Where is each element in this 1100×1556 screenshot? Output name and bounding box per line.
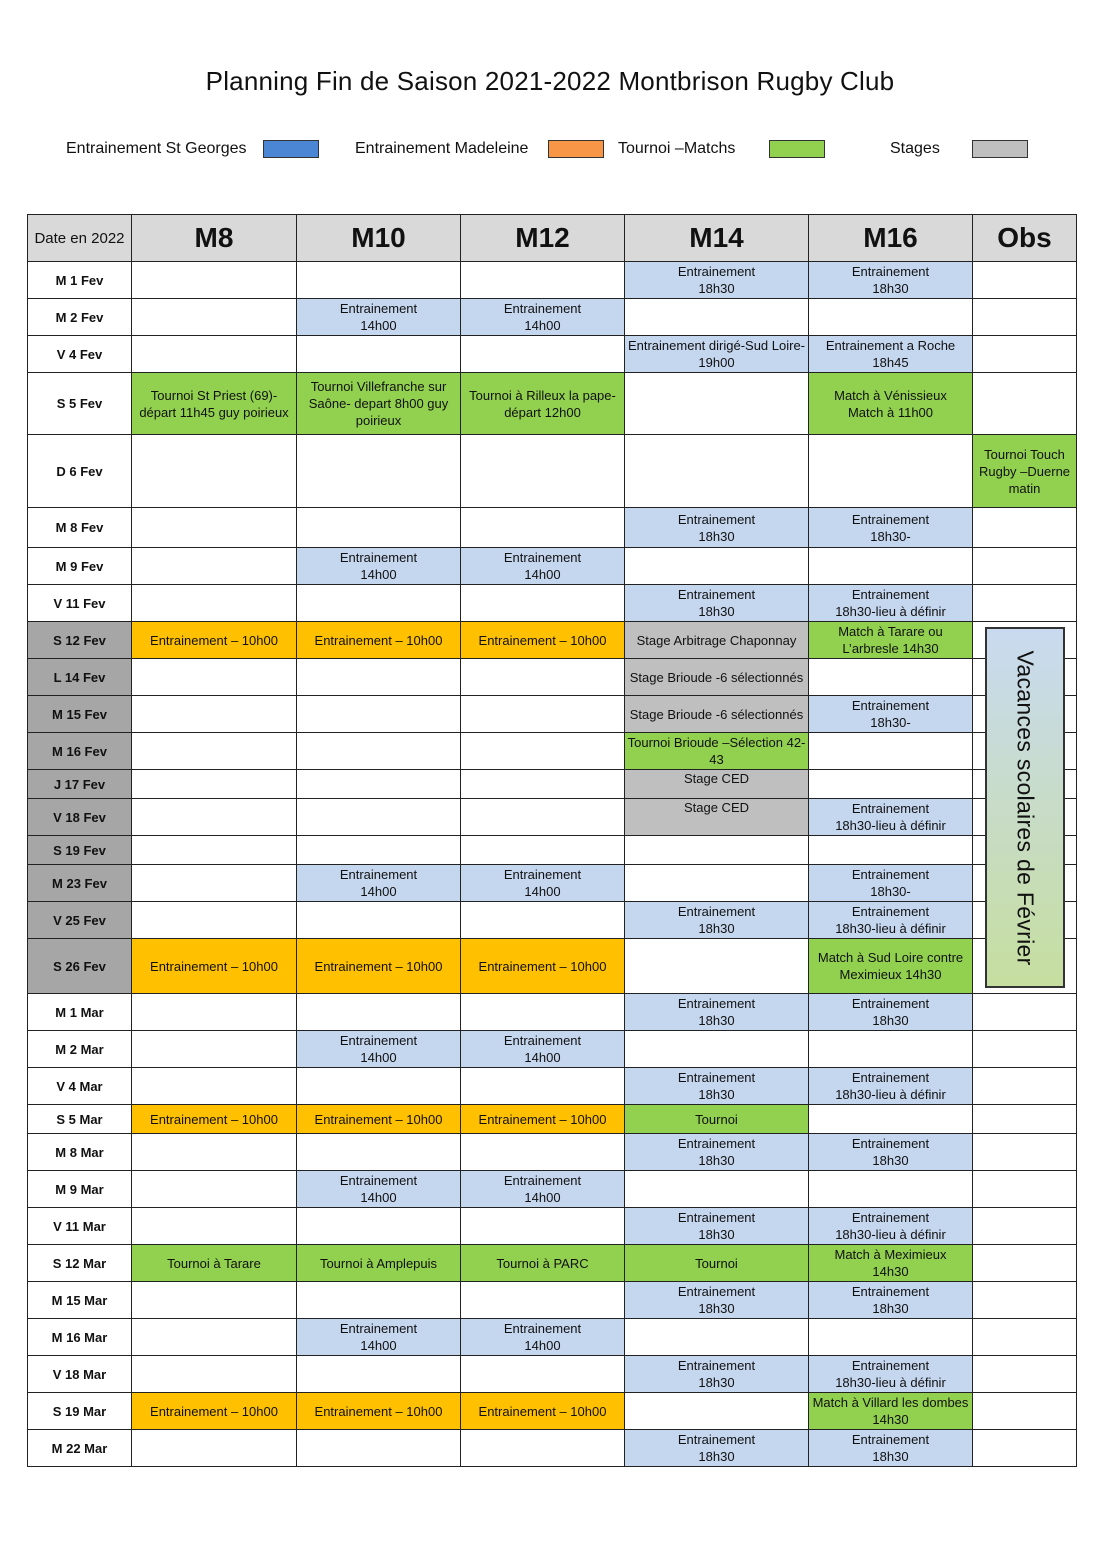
table-row (28, 1031, 1077, 1068)
schedule-cell-m8 (132, 1208, 297, 1245)
schedule-cell-m16: Entrainement 18h30- (809, 508, 973, 548)
schedule-cell-m16: Entrainement 18h30-lieu à définir (809, 1208, 973, 1245)
schedule-cell-m12: Entrainement 14h00 (461, 299, 625, 336)
legend-swatch (972, 140, 1028, 158)
table-row (28, 733, 1077, 770)
schedule-cell-m16: Entrainement 18h30 (809, 994, 973, 1031)
schedule-cell-obs (973, 1105, 1077, 1134)
schedule-cell-m14: Entrainement 18h30 (625, 508, 809, 548)
schedule-cell-m8 (132, 733, 297, 770)
schedule-cell-obs (973, 1245, 1077, 1282)
table-row (28, 1134, 1077, 1171)
schedule-cell-m16: Entrainement 18h30 (809, 1282, 973, 1319)
page-title: Planning Fin de Saison 2021-2022 Montbrison Rugby Club (205, 66, 895, 96)
schedule-cell-m8 (132, 508, 297, 548)
schedule-cell-m14: Stage Arbitrage Chaponnay (625, 622, 809, 659)
date-cell: M 2 Fev (28, 299, 132, 336)
schedule-cell-m8 (132, 1031, 297, 1068)
schedule-cell-m14 (625, 1319, 809, 1356)
column-header-m14: M14 (625, 215, 809, 262)
schedule-cell-m14: Entrainement 18h30 (625, 902, 809, 939)
column-header-date: Date en 2022 (28, 215, 132, 262)
schedule-cell-obs (973, 508, 1077, 548)
schedule-cell-m8: Entrainement – 10h00 (132, 939, 297, 994)
schedule-cell-m8 (132, 299, 297, 336)
schedule-cell-m8 (132, 1068, 297, 1105)
table-row (28, 262, 1077, 299)
schedule-cell-m12 (461, 1068, 625, 1105)
schedule-cell-m16: Entrainement 18h30-lieu à définir (809, 1068, 973, 1105)
schedule-cell-m14: Stage CED (625, 799, 809, 836)
schedule-table (27, 214, 1077, 1467)
table-row (28, 435, 1077, 508)
schedule-cell-m10 (297, 1134, 461, 1171)
schedule-cell-m16 (809, 1171, 973, 1208)
schedule-cell-m8 (132, 1319, 297, 1356)
schedule-cell-m10 (297, 435, 461, 508)
table-row (28, 939, 1077, 994)
schedule-cell-obs (973, 994, 1077, 1031)
schedule-cell-m14: Entrainement dirigé-Sud Loire-19h00 (625, 336, 809, 373)
schedule-cell-m10: Tournoi à Amplepuis (297, 1245, 461, 1282)
schedule-cell-m12: Tournoi à Rilleux la pape- départ 12h00 (461, 373, 625, 435)
schedule-cell-m12 (461, 262, 625, 299)
schedule-cell-m10 (297, 1282, 461, 1319)
date-cell: M 8 Mar (28, 1134, 132, 1171)
schedule-cell-m14: Entrainement 18h30 (625, 1430, 809, 1467)
schedule-cell-m10 (297, 836, 461, 865)
table-row (28, 622, 1077, 659)
schedule-cell-m12 (461, 696, 625, 733)
schedule-cell-m16 (809, 1105, 973, 1134)
schedule-cell-m10 (297, 1430, 461, 1467)
schedule-cell-m10 (297, 733, 461, 770)
column-header-m16: M16 (809, 215, 973, 262)
schedule-cell-obs (973, 1319, 1077, 1356)
schedule-cell-m16: Entrainement 18h30-lieu à définir (809, 902, 973, 939)
table-row (28, 770, 1077, 799)
schedule-cell-m12: Entrainement 14h00 (461, 548, 625, 585)
schedule-cell-m14 (625, 1393, 809, 1430)
schedule-cell-m8 (132, 1356, 297, 1393)
schedule-cell-m12: Entrainement – 10h00 (461, 622, 625, 659)
column-header-obs: Obs (973, 215, 1077, 262)
schedule-cell-m16: Entrainement 18h30- (809, 696, 973, 733)
schedule-cell-m10: Tournoi Villefranche sur Saône- depart 8h00 guy poirieux (297, 373, 461, 435)
schedule-cell-m16 (809, 435, 973, 508)
schedule-cell-obs (973, 1356, 1077, 1393)
schedule-cell-m16 (809, 659, 973, 696)
schedule-cell-m12: Tournoi à PARC (461, 1245, 625, 1282)
schedule-cell-m16 (809, 1031, 973, 1068)
schedule-cell-m16: Match à Villard les dombes 14h30 (809, 1393, 973, 1430)
schedule-cell-m8 (132, 659, 297, 696)
schedule-cell-m10 (297, 902, 461, 939)
date-cell: M 9 Fev (28, 548, 132, 585)
schedule-cell-m12: Entrainement – 10h00 (461, 939, 625, 994)
schedule-cell-m12 (461, 1356, 625, 1393)
schedule-cell-m14: Tournoi (625, 1105, 809, 1134)
schedule-cell-m14 (625, 836, 809, 865)
schedule-cell-m14: Stage CED (625, 770, 809, 799)
date-cell: L 14 Fev (28, 659, 132, 696)
schedule-cell-m10: Entrainement 14h00 (297, 548, 461, 585)
date-cell: V 25 Fev (28, 902, 132, 939)
table-row (28, 799, 1077, 836)
table-body (28, 262, 1077, 1467)
schedule-cell-m16: Entrainement 18h30 (809, 262, 973, 299)
schedule-cell-obs (973, 1282, 1077, 1319)
schedule-cell-m12 (461, 585, 625, 622)
date-cell: V 4 Mar (28, 1068, 132, 1105)
schedule-cell-m16: Entrainement 18h30-lieu à définir (809, 1356, 973, 1393)
schedule-cell-m12 (461, 1134, 625, 1171)
schedule-cell-m8 (132, 1134, 297, 1171)
schedule-cell-m10: Entrainement – 10h00 (297, 1393, 461, 1430)
schedule-cell-m12 (461, 659, 625, 696)
table-row (28, 994, 1077, 1031)
date-cell: J 17 Fev (28, 770, 132, 799)
date-cell: D 6 Fev (28, 435, 132, 508)
schedule-cell-m16: Entrainement 18h30-lieu à définir (809, 799, 973, 836)
schedule-cell-m14 (625, 1031, 809, 1068)
table-row (28, 696, 1077, 733)
schedule-cell-m12 (461, 836, 625, 865)
schedule-cell-m12 (461, 435, 625, 508)
schedule-cell-obs (973, 262, 1077, 299)
schedule-cell-m10: Entrainement – 10h00 (297, 939, 461, 994)
schedule-cell-m12 (461, 770, 625, 799)
schedule-cell-obs (973, 1393, 1077, 1430)
schedule-cell-m10: Entrainement 14h00 (297, 1031, 461, 1068)
date-cell: V 18 Fev (28, 799, 132, 836)
table-row (28, 836, 1077, 865)
schedule-cell-m10 (297, 1208, 461, 1245)
schedule-cell-m8 (132, 585, 297, 622)
schedule-cell-m10 (297, 1068, 461, 1105)
date-cell: M 2 Mar (28, 1031, 132, 1068)
schedule-cell-m14: Stage Brioude -6 sélectionnés (625, 659, 809, 696)
legend-label: Entrainement Madeleine (355, 140, 529, 157)
schedule-cell-m16: Entrainement 18h30 (809, 1430, 973, 1467)
schedule-cell-m14 (625, 435, 809, 508)
vacation-banner (985, 627, 1065, 988)
table-row (28, 1068, 1077, 1105)
schedule-cell-m14 (625, 373, 809, 435)
schedule-cell-m10: Entrainement 14h00 (297, 1171, 461, 1208)
date-cell: V 11 Mar (28, 1208, 132, 1245)
date-cell: V 4 Fev (28, 336, 132, 373)
table-row (28, 1208, 1077, 1245)
schedule-cell-obs (973, 1208, 1077, 1245)
schedule-cell-m10 (297, 659, 461, 696)
schedule-cell-m14: Entrainement 18h30 (625, 994, 809, 1031)
date-cell: V 18 Mar (28, 1356, 132, 1393)
schedule-cell-obs (973, 299, 1077, 336)
date-cell: V 11 Fev (28, 585, 132, 622)
legend-label: Tournoi –Matchs (618, 140, 736, 157)
schedule-cell-m10: Entrainement – 10h00 (297, 622, 461, 659)
table-row (28, 1430, 1077, 1467)
schedule-cell-m8 (132, 1171, 297, 1208)
schedule-cell-m16: Match à Tarare ou L’arbresle 14h30 (809, 622, 973, 659)
schedule-cell-m10 (297, 799, 461, 836)
schedule-cell-m12: Entrainement 14h00 (461, 1171, 625, 1208)
schedule-cell-obs (973, 585, 1077, 622)
schedule-cell-m16 (809, 770, 973, 799)
schedule-cell-m12: Entrainement 14h00 (461, 1031, 625, 1068)
table-row (28, 585, 1077, 622)
schedule-cell-m8 (132, 696, 297, 733)
schedule-cell-m10 (297, 585, 461, 622)
schedule-cell-m12 (461, 1430, 625, 1467)
schedule-cell-m8: Entrainement – 10h00 (132, 1393, 297, 1430)
schedule-cell-obs (973, 1068, 1077, 1105)
date-cell: M 15 Mar (28, 1282, 132, 1319)
schedule-cell-m14: Tournoi (625, 1245, 809, 1282)
legend-label: Stages (890, 140, 940, 157)
legend-swatch (263, 140, 319, 158)
date-cell: S 5 Mar (28, 1105, 132, 1134)
column-header-m8: M8 (132, 215, 297, 262)
schedule-cell-m8 (132, 902, 297, 939)
schedule-cell-m8 (132, 770, 297, 799)
schedule-cell-m10 (297, 770, 461, 799)
schedule-cell-m16: Match à Vénissieux Match à 11h00 (809, 373, 973, 435)
schedule-cell-obs (973, 1430, 1077, 1467)
schedule-cell-m16: Entrainement 18h30 (809, 1134, 973, 1171)
schedule-cell-m12 (461, 1282, 625, 1319)
schedule-cell-m10: Entrainement 14h00 (297, 865, 461, 902)
schedule-cell-m16 (809, 1319, 973, 1356)
schedule-cell-m14: Entrainement 18h30 (625, 1282, 809, 1319)
schedule-cell-m8: Entrainement – 10h00 (132, 1105, 297, 1134)
schedule-cell-m8 (132, 1282, 297, 1319)
table-row (28, 1245, 1077, 1282)
schedule-cell-m14 (625, 865, 809, 902)
schedule-cell-m12: Entrainement 14h00 (461, 865, 625, 902)
schedule-cell-m16 (809, 733, 973, 770)
date-cell: M 23 Fev (28, 865, 132, 902)
schedule-cell-m10: Entrainement 14h00 (297, 1319, 461, 1356)
schedule-cell-m12 (461, 508, 625, 548)
table-row (28, 1171, 1077, 1208)
date-cell: M 22 Mar (28, 1430, 132, 1467)
schedule-cell-m14: Entrainement 18h30 (625, 262, 809, 299)
schedule-cell-m14: Tournoi Brioude –Sélection 42-43 (625, 733, 809, 770)
table-row (28, 373, 1077, 435)
date-cell: S 26 Fev (28, 939, 132, 994)
date-cell: M 9 Mar (28, 1171, 132, 1208)
date-cell: M 16 Fev (28, 733, 132, 770)
schedule-cell-obs (973, 548, 1077, 585)
schedule-cell-m12: Entrainement – 10h00 (461, 1393, 625, 1430)
schedule-cell-m14: Entrainement 18h30 (625, 1068, 809, 1105)
schedule-cell-m12 (461, 1208, 625, 1245)
date-cell: M 16 Mar (28, 1319, 132, 1356)
table-header-row (28, 215, 1077, 262)
schedule-cell-m12 (461, 733, 625, 770)
schedule-cell-m16: Match à Sud Loire contre Meximieux 14h30 (809, 939, 973, 994)
table-row (28, 1356, 1077, 1393)
schedule-cell-m14 (625, 548, 809, 585)
schedule-cell-m10 (297, 1356, 461, 1393)
date-cell: M 8 Fev (28, 508, 132, 548)
schedule-cell-m10 (297, 262, 461, 299)
schedule-cell-m10 (297, 994, 461, 1031)
schedule-cell-m14: Entrainement 18h30 (625, 585, 809, 622)
schedule-cell-m8: Entrainement – 10h00 (132, 622, 297, 659)
date-cell: S 5 Fev (28, 373, 132, 435)
schedule-cell-m8 (132, 435, 297, 508)
schedule-cell-m16: Entrainement 18h30- (809, 865, 973, 902)
schedule-cell-m10: Entrainement – 10h00 (297, 1105, 461, 1134)
table-row (28, 508, 1077, 548)
schedule-cell-m14: Entrainement 18h30 (625, 1208, 809, 1245)
schedule-cell-obs: Tournoi Touch Rugby –Duerne matin (973, 435, 1077, 508)
schedule-cell-m10 (297, 508, 461, 548)
table-row (28, 865, 1077, 902)
schedule-cell-m8: Tournoi St Priest (69)- départ 11h45 guy poirieux (132, 373, 297, 435)
schedule-cell-m14: Entrainement 18h30 (625, 1356, 809, 1393)
table-row (28, 902, 1077, 939)
date-cell: M 15 Fev (28, 696, 132, 733)
schedule-cell-m14 (625, 299, 809, 336)
schedule-cell-m8 (132, 799, 297, 836)
date-cell: M 1 Mar (28, 994, 132, 1031)
table-row (28, 336, 1077, 373)
schedule-cell-obs (973, 373, 1077, 435)
schedule-cell-m16 (809, 836, 973, 865)
schedule-cell-m16: Entrainement a Roche 18h45 (809, 336, 973, 373)
date-cell: S 19 Mar (28, 1393, 132, 1430)
table-row (28, 1393, 1077, 1430)
date-cell: S 12 Fev (28, 622, 132, 659)
schedule-cell-obs (973, 1134, 1077, 1171)
schedule-cell-m12 (461, 902, 625, 939)
date-cell: S 12 Mar (28, 1245, 132, 1282)
schedule-cell-m8 (132, 548, 297, 585)
schedule-cell-m10 (297, 696, 461, 733)
legend-label: Entrainement St Georges (66, 140, 247, 157)
schedule-cell-m16 (809, 299, 973, 336)
schedule-cell-obs (973, 336, 1077, 373)
schedule-cell-m12 (461, 994, 625, 1031)
table-row (28, 548, 1077, 585)
schedule-cell-m8 (132, 262, 297, 299)
table-row (28, 299, 1077, 336)
column-header-m12: M12 (461, 215, 625, 262)
table-row (28, 1282, 1077, 1319)
schedule-cell-m14: Stage Brioude -6 sélectionnés (625, 696, 809, 733)
schedule-cell-obs (973, 1171, 1077, 1208)
schedule-cell-m12 (461, 799, 625, 836)
column-header-m10: M10 (297, 215, 461, 262)
date-cell: M 1 Fev (28, 262, 132, 299)
schedule-cell-m8 (132, 865, 297, 902)
schedule-cell-m10: Entrainement 14h00 (297, 299, 461, 336)
schedule-cell-m12 (461, 336, 625, 373)
schedule-cell-m12: Entrainement – 10h00 (461, 1105, 625, 1134)
legend-swatch (769, 140, 825, 158)
legend-swatch (548, 140, 604, 158)
table-row (28, 1319, 1077, 1356)
schedule-cell-m8 (132, 836, 297, 865)
schedule-cell-m14 (625, 1171, 809, 1208)
schedule-cell-obs (973, 1031, 1077, 1068)
vacation-label: Vacances scolaires de Février (1012, 649, 1039, 966)
schedule-cell-m8: Tournoi à Tarare (132, 1245, 297, 1282)
schedule-cell-m16 (809, 548, 973, 585)
schedule-cell-m10 (297, 336, 461, 373)
schedule-cell-m14 (625, 939, 809, 994)
schedule-cell-m8 (132, 336, 297, 373)
schedule-cell-m16: Entrainement 18h30-lieu à définir (809, 585, 973, 622)
schedule-cell-m12: Entrainement 14h00 (461, 1319, 625, 1356)
table-row (28, 659, 1077, 696)
date-cell: S 19 Fev (28, 836, 132, 865)
schedule-cell-m8 (132, 994, 297, 1031)
schedule-cell-m16: Match à Meximieux 14h30 (809, 1245, 973, 1282)
schedule-cell-m8 (132, 1430, 297, 1467)
table-row (28, 1105, 1077, 1134)
schedule-cell-m14: Entrainement 18h30 (625, 1134, 809, 1171)
